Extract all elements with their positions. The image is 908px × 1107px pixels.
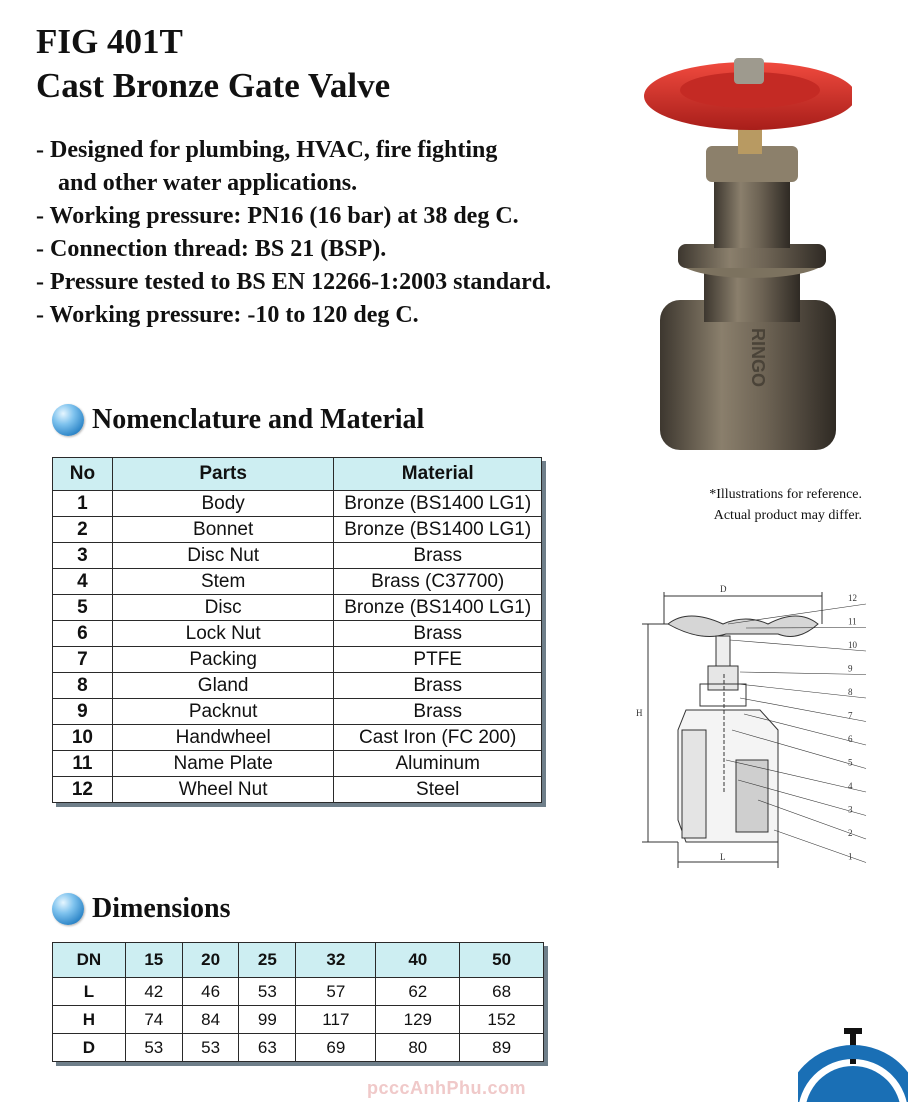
casting-text: RINGO — [748, 328, 768, 388]
nomenclature-heading — [52, 404, 424, 436]
callout-number: 2 — [848, 828, 853, 838]
dimension-value-cell: 42 — [125, 978, 182, 1006]
column-header: DN — [53, 943, 126, 978]
column-header: 15 — [125, 943, 182, 978]
column-header: No — [53, 458, 113, 491]
part-number-cell: 10 — [53, 725, 113, 751]
callout-number: 11 — [848, 616, 857, 627]
dimension-value-cell: 63 — [239, 1034, 296, 1062]
dim-label-l: L — [720, 852, 726, 862]
column-header: Parts — [112, 458, 334, 491]
table-row — [53, 1034, 544, 1062]
part-name-cell: Name Plate — [112, 751, 334, 777]
row-label-cell: H — [53, 1006, 126, 1034]
table-header-row — [53, 458, 542, 491]
section-title: Nomenclature and Material — [92, 404, 425, 435]
part-number-cell: 6 — [53, 621, 113, 647]
part-number-cell: 2 — [53, 517, 113, 543]
illustration-note — [709, 484, 862, 526]
dimensions-heading — [52, 893, 230, 925]
table-row — [53, 777, 542, 803]
table-row — [53, 673, 542, 699]
dim-label-d: D — [720, 584, 727, 594]
table-row — [53, 978, 544, 1006]
material-cell: Bronze (BS1400 LG1) — [334, 595, 542, 621]
part-number-cell: 4 — [53, 569, 113, 595]
column-header: 20 — [182, 943, 239, 978]
dimension-value-cell: 57 — [296, 978, 376, 1006]
table-row — [53, 1006, 544, 1034]
part-number-cell: 1 — [53, 491, 113, 517]
product-name: Cast Bronze Gate Valve — [36, 66, 391, 105]
dimension-value-cell: 53 — [239, 978, 296, 1006]
table-row — [53, 621, 542, 647]
part-name-cell: Wheel Nut — [112, 777, 334, 803]
part-number-cell: 12 — [53, 777, 113, 803]
dimensions-table — [52, 942, 544, 1062]
column-header: 25 — [239, 943, 296, 978]
feature-item: - Working pressure: -10 to 120 deg C. — [36, 302, 419, 328]
callout-leader — [730, 640, 866, 651]
dimension-value-cell: 69 — [296, 1034, 376, 1062]
table-row — [53, 699, 542, 725]
part-name-cell: Disc Nut — [112, 543, 334, 569]
row-label-cell: D — [53, 1034, 126, 1062]
table-row — [53, 491, 542, 517]
table-header-row — [53, 943, 544, 978]
material-cell: Bronze (BS1400 LG1) — [334, 517, 542, 543]
dimension-value-cell: 152 — [460, 1006, 544, 1034]
part-name-cell: Lock Nut — [112, 621, 334, 647]
part-name-cell: Packing — [112, 647, 334, 673]
feature-item: - Connection thread: BS 21 (BSP). — [36, 236, 387, 262]
dimension-value-cell: 53 — [125, 1034, 182, 1062]
dimension-value-cell: 129 — [376, 1006, 460, 1034]
callout-number: 9 — [848, 663, 853, 674]
feature-item-continued: and other water applications. — [58, 170, 358, 196]
feature-item: - Pressure tested to BS EN 12266-1:2003 standard. — [36, 269, 552, 295]
dimension-value-cell: 46 — [182, 978, 239, 1006]
material-cell: Bronze (BS1400 LG1) — [334, 491, 542, 517]
part-name-cell: Body — [112, 491, 334, 517]
feature-item: - Working pressure: PN16 (16 bar) at 38 deg C. — [36, 203, 519, 229]
callout-number: 1 — [848, 851, 853, 862]
material-cell: Aluminum — [334, 751, 542, 777]
dimension-value-cell: 84 — [182, 1006, 239, 1034]
part-name-cell: Disc — [112, 595, 334, 621]
column-header: 40 — [376, 943, 460, 978]
sectional-drawing — [628, 580, 878, 885]
part-number-cell: 3 — [53, 543, 113, 569]
part-name-cell: Handwheel — [112, 725, 334, 751]
material-cell: Brass — [334, 543, 542, 569]
part-number-cell: 8 — [53, 673, 113, 699]
material-cell: Brass — [334, 621, 542, 647]
feature-list — [36, 134, 551, 332]
nomenclature-table — [52, 457, 542, 803]
page-title — [36, 20, 390, 108]
feature-item: - Designed for plumbing, HVAC, fire fighting — [36, 137, 498, 163]
dimension-value-cell: 99 — [239, 1006, 296, 1034]
note-line: Actual product may differ. — [713, 508, 862, 523]
valve-photo — [632, 38, 852, 463]
material-cell: PTFE — [334, 647, 542, 673]
part-number-cell: 7 — [53, 647, 113, 673]
section-title: Dimensions — [92, 893, 231, 924]
material-cell: Cast Iron (FC 200) — [334, 725, 542, 751]
table-row — [53, 543, 542, 569]
material-cell: Steel — [334, 777, 542, 803]
watermark-text: pcccAnhPhu.com — [367, 1078, 527, 1098]
material-cell: Brass — [334, 699, 542, 725]
part-name-cell: Packnut — [112, 699, 334, 725]
callout-number: 8 — [848, 687, 853, 697]
dimension-value-cell: 68 — [460, 978, 544, 1006]
callout-number: 4 — [848, 781, 853, 791]
callout-number: 5 — [848, 757, 853, 768]
table-row — [53, 725, 542, 751]
table-row — [53, 595, 542, 621]
dimension-value-cell: 80 — [376, 1034, 460, 1062]
part-name-cell: Gland — [112, 673, 334, 699]
part-number-cell: 9 — [53, 699, 113, 725]
dim-label-h: H — [636, 708, 643, 718]
part-number-cell: 11 — [53, 751, 113, 777]
table-row — [53, 569, 542, 595]
dimension-value-cell: 117 — [296, 1006, 376, 1034]
company-logo — [798, 1022, 908, 1107]
part-name-cell: Stem — [112, 569, 334, 595]
callout-number: 12 — [848, 593, 857, 603]
callout-number: 10 — [848, 640, 857, 650]
material-cell: Brass — [334, 673, 542, 699]
column-header: 50 — [460, 943, 544, 978]
part-name-cell: Bonnet — [112, 517, 334, 543]
callout-number: 7 — [848, 710, 853, 721]
blue-bullet-icon — [52, 893, 84, 925]
table-row — [53, 751, 542, 777]
callout-leader — [738, 684, 866, 698]
column-header: Material — [334, 458, 542, 491]
dimension-value-cell: 74 — [125, 1006, 182, 1034]
dimension-value-cell: 89 — [460, 1034, 544, 1062]
part-number-cell: 5 — [53, 595, 113, 621]
note-line: *Illustrations for reference. — [709, 487, 862, 502]
callout-number: 3 — [848, 804, 853, 815]
table-row — [53, 647, 542, 673]
blue-bullet-icon — [52, 404, 84, 436]
callout-number: 6 — [848, 734, 853, 744]
dimension-value-cell: 53 — [182, 1034, 239, 1062]
model-number: FIG 401T — [36, 22, 183, 61]
table-row — [53, 517, 542, 543]
material-cell: Brass (C37700) — [334, 569, 542, 595]
dimension-value-cell: 62 — [376, 978, 460, 1006]
row-label-cell: L — [53, 978, 126, 1006]
column-header: 32 — [296, 943, 376, 978]
